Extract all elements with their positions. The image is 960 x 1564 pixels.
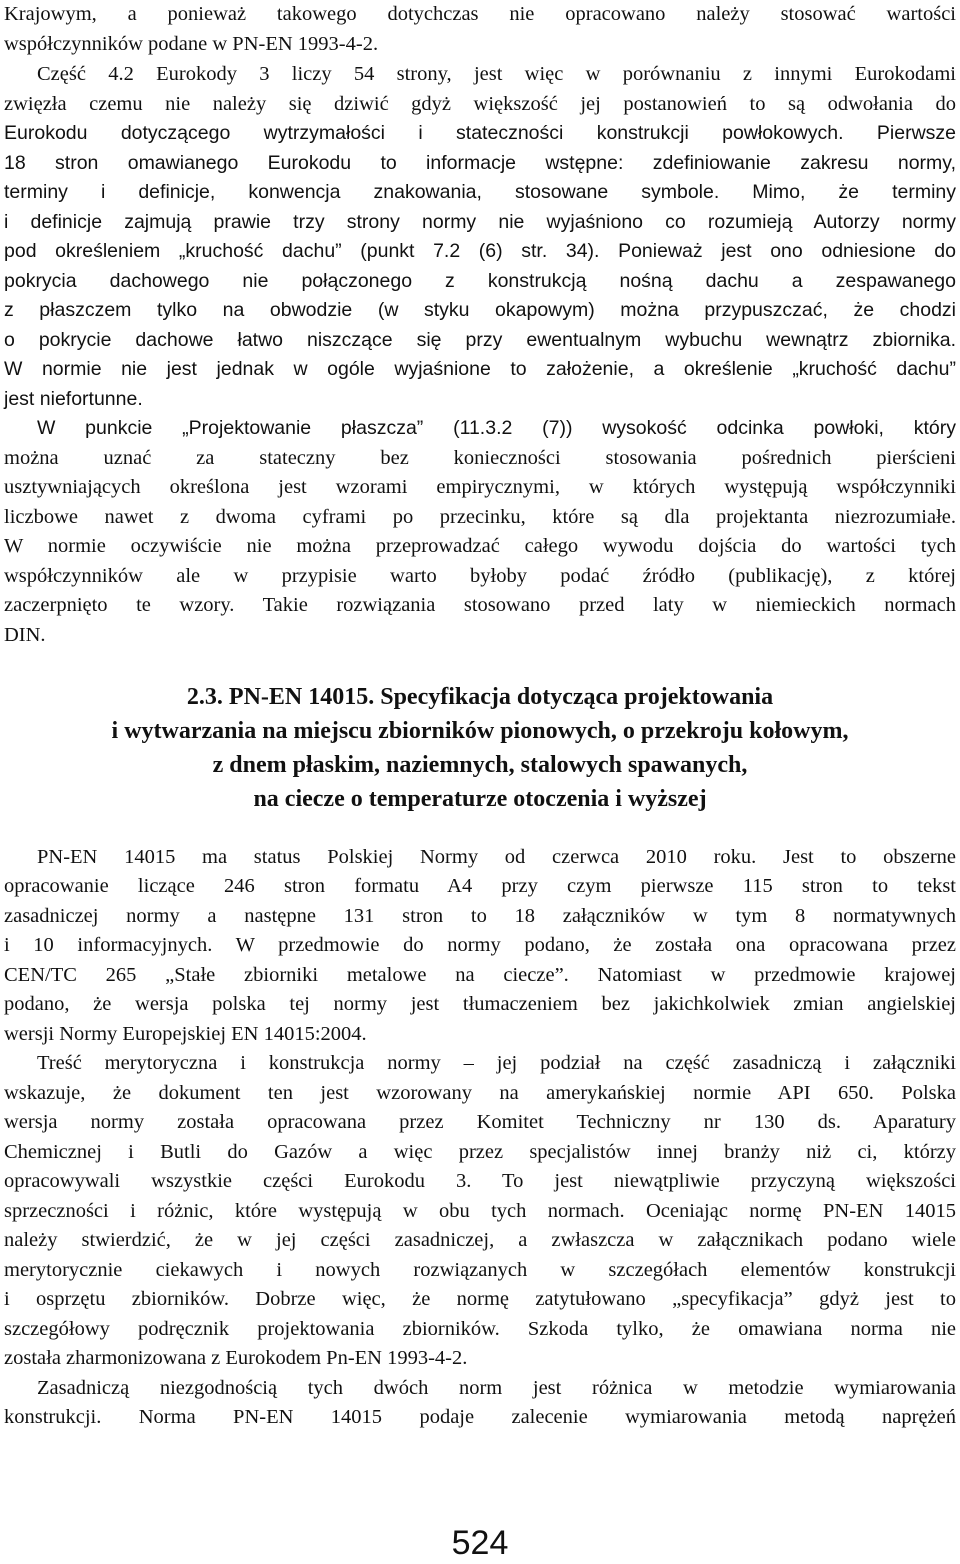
text-line: Krajowym, a ponieważ takowego dotychczas nie opracowano należy stosować wartości	[4, 3, 956, 25]
text-line: Treść merytoryczna i konstrukcja normy – jej podział na część zasadniczą i załączniki	[37, 1052, 956, 1074]
text-line: jest niefortunne.	[4, 388, 143, 410]
text-line: 18 stron omawianego Eurokodu to informacje wstępne: zdefiniowanie zakresu normy,	[4, 152, 956, 174]
text-line: i definicje zajmują prawie trzy strony normy nie wyjaśniono co rozumieją Autorzy normy	[4, 211, 956, 233]
text-line: Chemicznej i Butli do Gazów a więc przez specjalistów innej branży niż ci, którzy	[4, 1141, 956, 1163]
text-line: merytorycznie ciekawych i nowych rozwiązanych w szczegółach elementów konstrukcji	[4, 1259, 956, 1281]
text-line: terminy i definicje, konwencja znakowania, stosowane symbole. Mimo, że terminy	[4, 181, 956, 203]
text-line: wersji Normy Europejskiej EN 14015:2004.	[4, 1023, 367, 1045]
text-line: zaczerpnięto te wzory. Takie rozwiązania stosowano przed laty w niemieckich normach	[4, 594, 956, 616]
text-line: W normie nie jest jednak w ogóle wyjaśnione to założenie, a określenie „kruchość dachu”	[4, 358, 956, 380]
text-line: konstrukcji. Norma PN-EN 14015 podaje zalecenie wymiarowania metodą naprężeń	[4, 1406, 956, 1428]
text-line: z płaszczem tylko na obwodzie (w styku okapowym) można przypuszczać, że chodzi	[4, 299, 956, 321]
text-line: pokrycia dachowego nie połączonego z konstrukcją nośną dachu a zespawanego	[4, 270, 956, 292]
text-line: szczegółowy podręcznik projektowania zbiorników. Szkoda tylko, że omawiana norma nie	[4, 1318, 956, 1340]
text-line: CEN/TC 265 „Stałe zbiorniki metalowe na ciecze”. Natomiast w przedmowie krajowej	[4, 964, 956, 986]
text-line: o pokrycie dachowe łatwo niszczące się przy ewentualnym wybuchu wewnątrz zbiornika.	[4, 329, 956, 351]
text-line: PN-EN 14015 ma status Polskiej Normy od czerwca 2010 roku. Jest to obszerne	[37, 846, 956, 868]
text-line: W normie oczywiście nie można przeprowadzać całego wywodu dojścia do wartości tych	[4, 535, 956, 557]
text-line: pod określeniem „kruchość dachu” (punkt 7.2 (6) str. 34). Ponieważ jest ono odniesione do	[4, 240, 956, 262]
text-line: wskazuje, że dokument ten jest wzorowany na amerykańskiej normie API 650. Polska	[4, 1082, 956, 1104]
text-line: współczynników podane w PN-EN 1993-4-2.	[4, 33, 379, 55]
text-line: zwięzła czemu nie należy się dziwić gdyż większość jej postanowień to są odwołania do	[4, 93, 956, 115]
text-line: Eurokodu dotyczącego wytrzymałości i stateczności konstrukcji powłokowych. Pierwsze	[4, 122, 956, 144]
text-line: i osprzętu zbiorników. Dobrze więc, że normę zatytułowano „specyfikacja” gdyż jest to	[4, 1288, 956, 1310]
text-line: usztywniających określona jest wzorami empirycznymi, w których występują współczynniki	[4, 476, 956, 498]
text-line: Zasadniczą niezgodnością tych dwóch norm jest różnica w metodzie wymiarowania	[37, 1377, 956, 1399]
text-line: liczbowe nawet z dwoma cyframi po przecinku, które są dla projektanta niezrozumiałe.	[4, 506, 956, 528]
text-line: W punkcie „Projektowanie płaszcza” (11.3.2 (7)) wysokość odcinka powłoki, który	[37, 417, 956, 439]
text-line: wersja normy została opracowana przez Komitet Techniczny nr 130 ds. Aparatury	[4, 1111, 956, 1133]
text-line: DIN.	[4, 624, 46, 646]
heading-line: na ciecze o temperaturze otoczenia i wyższej	[253, 786, 707, 812]
page-number: 524	[451, 1524, 509, 1562]
text-line: i 10 informacyjnych. W przedmowie do normy podano, że została ona opracowana przez	[4, 934, 956, 956]
text-line: współczynników ale w przypisie warto byłoby podać źródło (publikację), z której	[4, 565, 956, 587]
heading-line: z dnem płaskim, naziemnych, stalowych spawanych,	[212, 752, 748, 778]
text-line: należy stwierdzić, że w jej części zasadniczej, a zwłaszcza w załącznikach podano wiele	[4, 1229, 956, 1251]
heading-line: i wytwarzania na miejscu zbiorników pionowych, o przekroju kołowym,	[111, 718, 849, 744]
text-line: została zharmonizowana z Eurokodem Pn-EN 1993-4-2.	[4, 1347, 468, 1369]
text-line: Część 4.2 Eurokody 3 liczy 54 strony, jest więc w porównaniu z innymi Eurokodami	[37, 63, 956, 85]
text-line: sprzeczności i różnic, które występują w obu tych normach. Oceniając normę PN-EN 14015	[4, 1200, 956, 1222]
text-line: można uznać za stateczny bez konieczności stosowania pośrednich pierścieni	[4, 447, 956, 469]
text-line: opracowywali wszystkie części Eurokodu 3. To jest niewątpliwie przyczyną większości	[4, 1170, 956, 1192]
text-line: zasadniczej normy a następne 131 stron to 18 załączników w tym 8 normatywnych	[4, 905, 956, 927]
heading-line: 2.3. PN-EN 14015. Specyfikacja dotycząca projektowania	[186, 684, 774, 710]
text-line: podano, że wersja polska tej normy jest tłumaczeniem bez jakichkolwiek zmian angielskiej	[4, 993, 956, 1015]
text-line: opracowanie liczące 246 stron formatu A4 przy czym pierwsze 115 stron to tekst	[4, 875, 956, 897]
